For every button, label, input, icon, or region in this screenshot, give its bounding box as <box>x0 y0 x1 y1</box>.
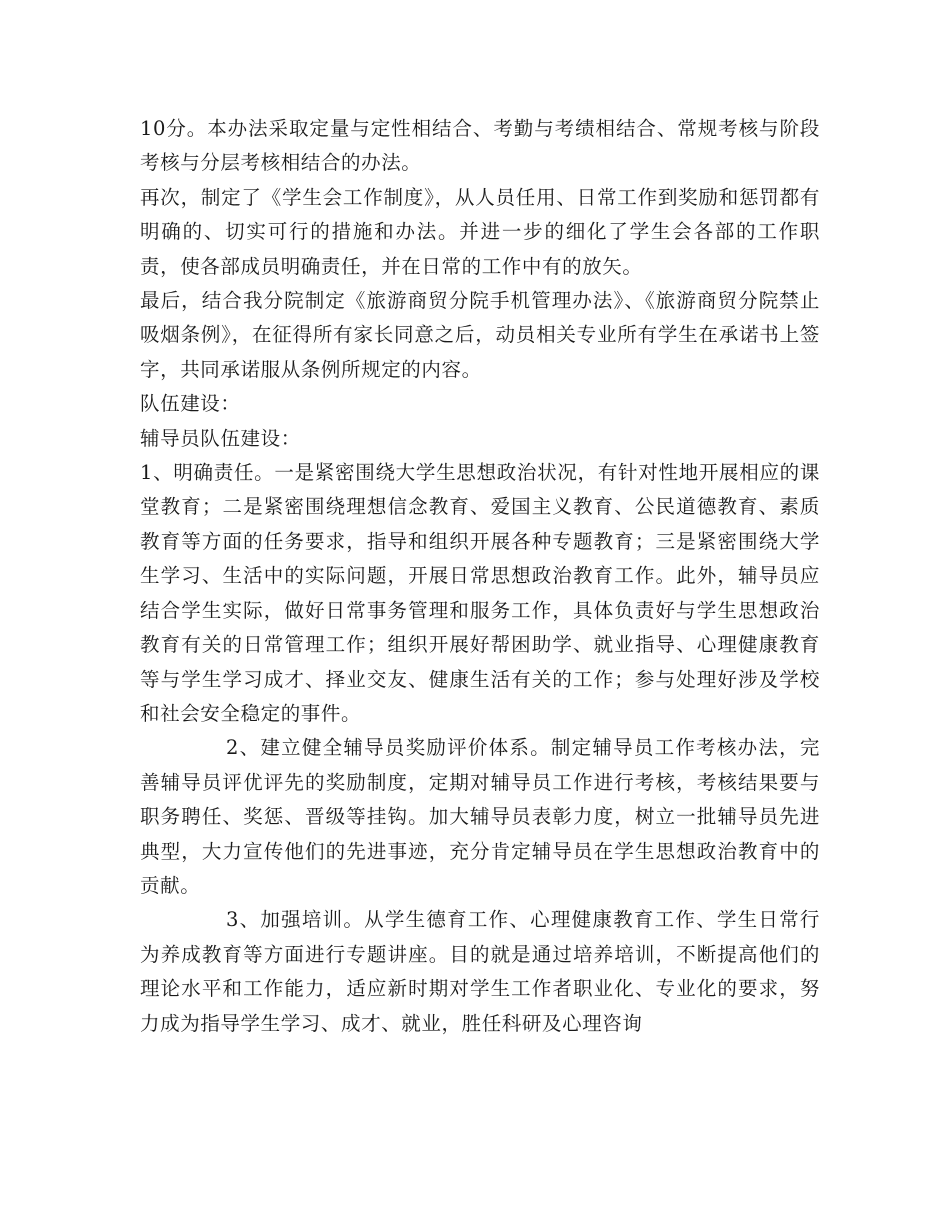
paragraph-clarify-responsibility: 1、明确责任。一是紧密围绕大学生思想政治状况，有针对性地开展相应的课堂教育；二是紧密围绕理想信念教育、爱国主义教育、公民道德教育、素质教育等方面的任务要求，指导和组织开展各种专题教育；三是紧密围绕大学生学习、生活中的实际问题，开展日常思想政治教育工作。此外，辅导员应结合学生实际，做好日常事务管理和服务工作，具体负责好与学生思想政治教育有关的日常管理工作；组织开展好帮困助学、就业指导、心理健康教育等与学生学习成才、择业交友、健康生活有关的工作；参与处理好涉及学校和社会安全稳定的事件。 <box>140 461 820 725</box>
document-body <box>140 112 820 1041</box>
paragraph-phone-smoking-rules: 最后，结合我分院制定《旅游商贸分院手机管理办法》、《旅游商贸分院禁止吸烟条例》，在征得所有家长同意之后，动员相关专业所有学生在承诺书上签字，共同承诺服从条例所规定的内容。 <box>140 289 820 381</box>
heading-team-building: 队伍建设： <box>140 392 241 416</box>
paragraph-assessment-method: 10分。本办法采取定量与定性相结合、考勤与考绩相结合、常规考核与阶段考核与分层考核相结合的办法。 <box>140 117 820 175</box>
paragraph-student-union-rules: 再次，制定了《学生会工作制度》，从人员任用、日常工作到奖励和惩罚都有明确的、切实可行的措施和办法。并进一步的细化了学生会各部的工作职责，使各部成员明确责任，并在日常的工作中有的放矢。 <box>140 185 820 278</box>
heading-counselor-team-building: 辅导员队伍建设： <box>140 426 301 450</box>
paragraph-strengthen-training: 3、加强培训。从学生德育工作、心理健康教育工作、学生日常行为养成教育等方面进行专题讲座。目的就是通过培养培训，不断提高他们的理论水平和工作能力，适应新时期对学生工作者职业化、专业化的要求，努力成为指导学生学习、成才、就业，胜任科研及心理咨询 <box>140 908 820 1035</box>
paragraph-reward-evaluation-system: 2、建立健全辅导员奖励评价体系。制定辅导员工作考核办法，完善辅导员评优评先的奖励制度，定期对辅导员工作进行考核，考核结果要与职务聘任、奖惩、晋级等挂钩。加大辅导员表彰力度，树立一批辅导员先进典型，大力宣传他们的先进事迹，充分肯定辅导员在学生思想政治教育中的贡献。 <box>140 736 820 897</box>
